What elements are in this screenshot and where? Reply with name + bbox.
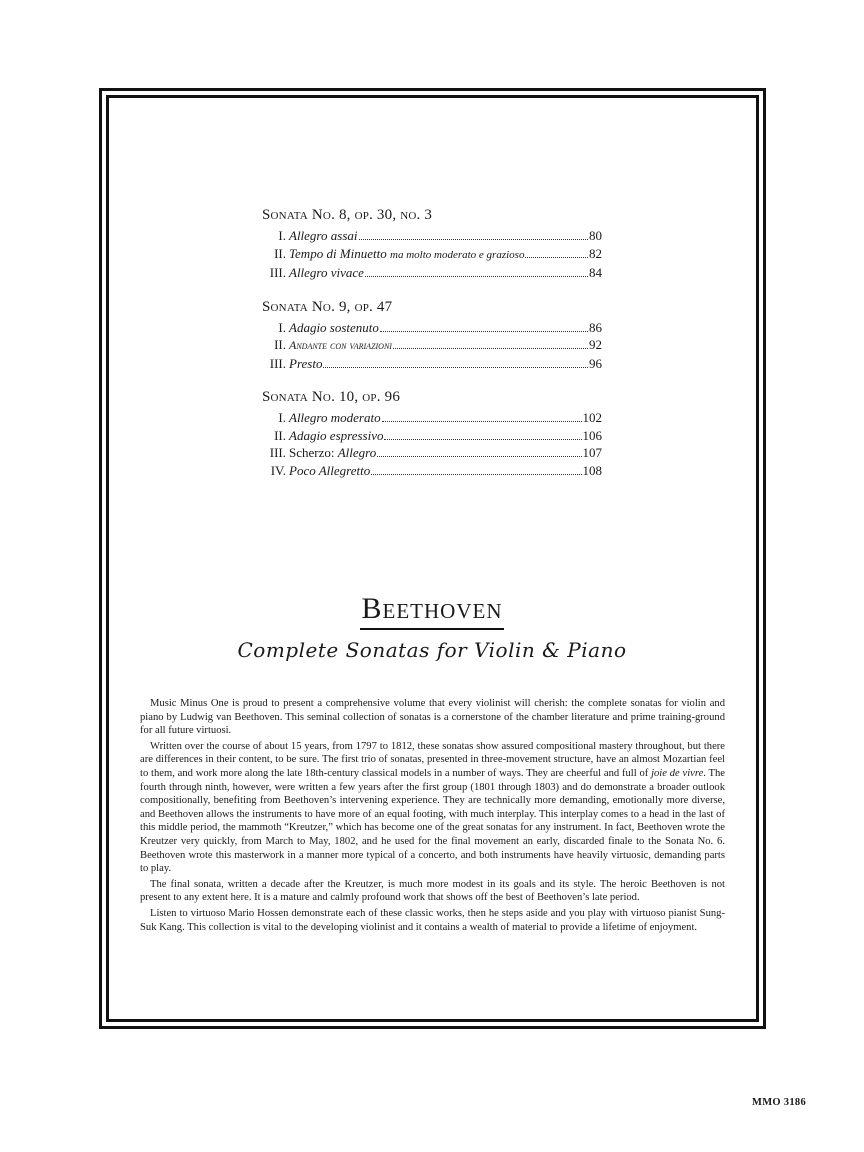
movement-entry[interactable] <box>262 336 602 355</box>
page-number: 84 <box>589 265 602 280</box>
description-paragraph-2-emphasis: joie de vivre <box>651 767 704 779</box>
movement-title-part: Poco Allegretto <box>289 462 371 478</box>
page-number: 102 <box>582 410 602 425</box>
toc-section <box>262 206 602 282</box>
movement-title <box>289 336 392 355</box>
toc-section <box>262 388 602 479</box>
description-paragraph-1: Music Minus One is proud to present a comprehensive volume that every violinist will cherish: the complete sonatas for violin and piano by Ludwig van Beethoven. This seminal collection of sonatas is a cornerstone of the chamber literature and prime training-ground for all future virtuosi. <box>140 698 725 737</box>
movement-title-part: ma molto moderato e grazioso <box>390 248 525 261</box>
dot-leader <box>393 348 588 349</box>
movement-number: III. <box>269 265 286 280</box>
page-number: 107 <box>582 445 602 460</box>
description-paragraph-2-text-a: Written over the course of about 15 years, from 1797 to 1812, these sonatas show assured compositional mastery throughout, but there are differences in their content, to be sure. The first trio of sonatas, presented in three-movement structure, have an almost Mozartian feel to them, and work more along the late 18th-century classical models in a number of ways. They are cheerful and full of <box>140 740 725 779</box>
movement-entry[interactable] <box>262 227 602 245</box>
movement-number: III. <box>269 445 286 460</box>
title-block <box>0 592 864 662</box>
collection-subtitle: Complete Sonatas for Violin & Piano <box>237 638 627 662</box>
dot-leader <box>323 367 588 368</box>
movement-title <box>289 245 524 265</box>
movement-title <box>289 264 364 282</box>
movement-title <box>289 319 379 337</box>
description-paragraph-3: The final sonata, written a decade after the Kreutzer, is much more modest in its goals and its style. The heroic Beethoven is not present to any extent here. It is a mature and calmly profound work that shows off the best of Beethoven’s late period. <box>140 878 725 904</box>
movement-title <box>289 227 358 245</box>
composer-title: Beethoven <box>360 592 505 630</box>
movement-title-part: Allegro moderato <box>289 410 381 425</box>
description-paragraph-2 <box>140 740 725 876</box>
catalog-number: MMO 3186 <box>751 1097 806 1108</box>
movement-number: II. <box>274 337 286 352</box>
movement-title-part: Allegro assai <box>289 228 358 243</box>
movement-entry[interactable] <box>262 462 602 480</box>
table-of-contents <box>262 206 602 495</box>
movement-entry[interactable] <box>262 319 602 337</box>
description-paragraph-2-text-b: . The fourth through ninth, however, were written a few years after the first group (1801 through 1803) and do demonstrate a broader outlook compositionally, benefiting from Beethoven’s intervening experience. They are technically more demanding, emotionally more diverse, and Beethoven allows the instruments to have more of an equal footing, with much interplay. This interplay comes to a head in the last of this middle period, the mammoth “Kreutzer,” which has become one of the great sonatas for any instrument. In fact, Beethoven wrote the Kreutzer very quickly, from March to May, 1802, and he used for the final movement an early, discarded finale to the Sonata No. 6. Beethoven wrote this masterwork in a manner more typical of a concerto, and both instruments have heavily virtuosic, demanding parts to play. <box>140 767 726 875</box>
sonata-heading: Sonata No. 8, op. 30, no. 3 <box>262 207 433 223</box>
movement-number: I. <box>278 319 286 335</box>
movement-title-part: Allegro vivace <box>289 265 364 280</box>
dot-leader <box>365 276 588 277</box>
movement-title <box>289 444 376 462</box>
movement-number: I. <box>278 410 286 425</box>
movement-title <box>289 462 370 480</box>
movement-title-part: Adagio espressivo <box>289 427 384 443</box>
movement-number: II. <box>274 427 286 443</box>
toc-section <box>262 298 602 373</box>
description-paragraph-4: Listen to virtuoso Mario Hossen demonstrate each of these classic works, then he steps aside and you play with virtuoso pianist Sung-Suk Kang. This collection is vital to the developing violinist and it contains a wealth of material to provide a lifetime of enjoyment. <box>140 907 725 933</box>
dot-leader <box>359 239 589 240</box>
dot-leader <box>384 439 581 440</box>
movement-title <box>289 409 381 427</box>
movement-list <box>262 409 602 479</box>
movement-title <box>289 355 322 373</box>
movement-number: II. <box>274 245 286 261</box>
movement-list <box>262 319 602 373</box>
movement-entry[interactable] <box>262 444 602 462</box>
movement-title-part: Tempo di Minuetto <box>289 245 390 261</box>
movement-entry[interactable] <box>262 264 602 282</box>
movement-entry[interactable] <box>262 245 602 265</box>
sonata-heading: Sonata No. 9, op. 47 <box>262 298 393 315</box>
page-number: 106 <box>582 427 602 443</box>
movement-entry[interactable] <box>262 409 602 427</box>
description <box>140 697 725 936</box>
movement-title <box>289 427 383 445</box>
page-number: 96 <box>589 355 602 371</box>
movement-title-part: Andante con variazioni <box>289 338 392 352</box>
dot-leader <box>380 331 588 332</box>
dot-leader <box>382 421 582 422</box>
movement-entry[interactable] <box>262 355 602 373</box>
movement-list <box>262 227 602 282</box>
movement-number: IV. <box>270 462 286 478</box>
page-number: 92 <box>589 337 602 352</box>
page-number: 86 <box>589 319 602 335</box>
movement-title-part: Scherzo: <box>289 445 338 460</box>
dot-leader <box>525 257 588 258</box>
movement-title-part: Allegro <box>337 445 377 460</box>
movement-number: I. <box>278 228 286 243</box>
page-number: 82 <box>589 245 602 261</box>
sonata-heading: Sonata No. 10, op. 96 <box>262 389 401 405</box>
page-number: 108 <box>582 462 602 478</box>
movement-entry[interactable] <box>262 427 602 445</box>
movement-number: III. <box>269 355 286 371</box>
movement-title-part: Presto <box>289 355 323 371</box>
movement-title-part: Adagio sostenuto <box>289 319 379 335</box>
dot-leader <box>377 456 581 457</box>
dot-leader <box>371 474 581 475</box>
page-number: 80 <box>589 228 602 243</box>
